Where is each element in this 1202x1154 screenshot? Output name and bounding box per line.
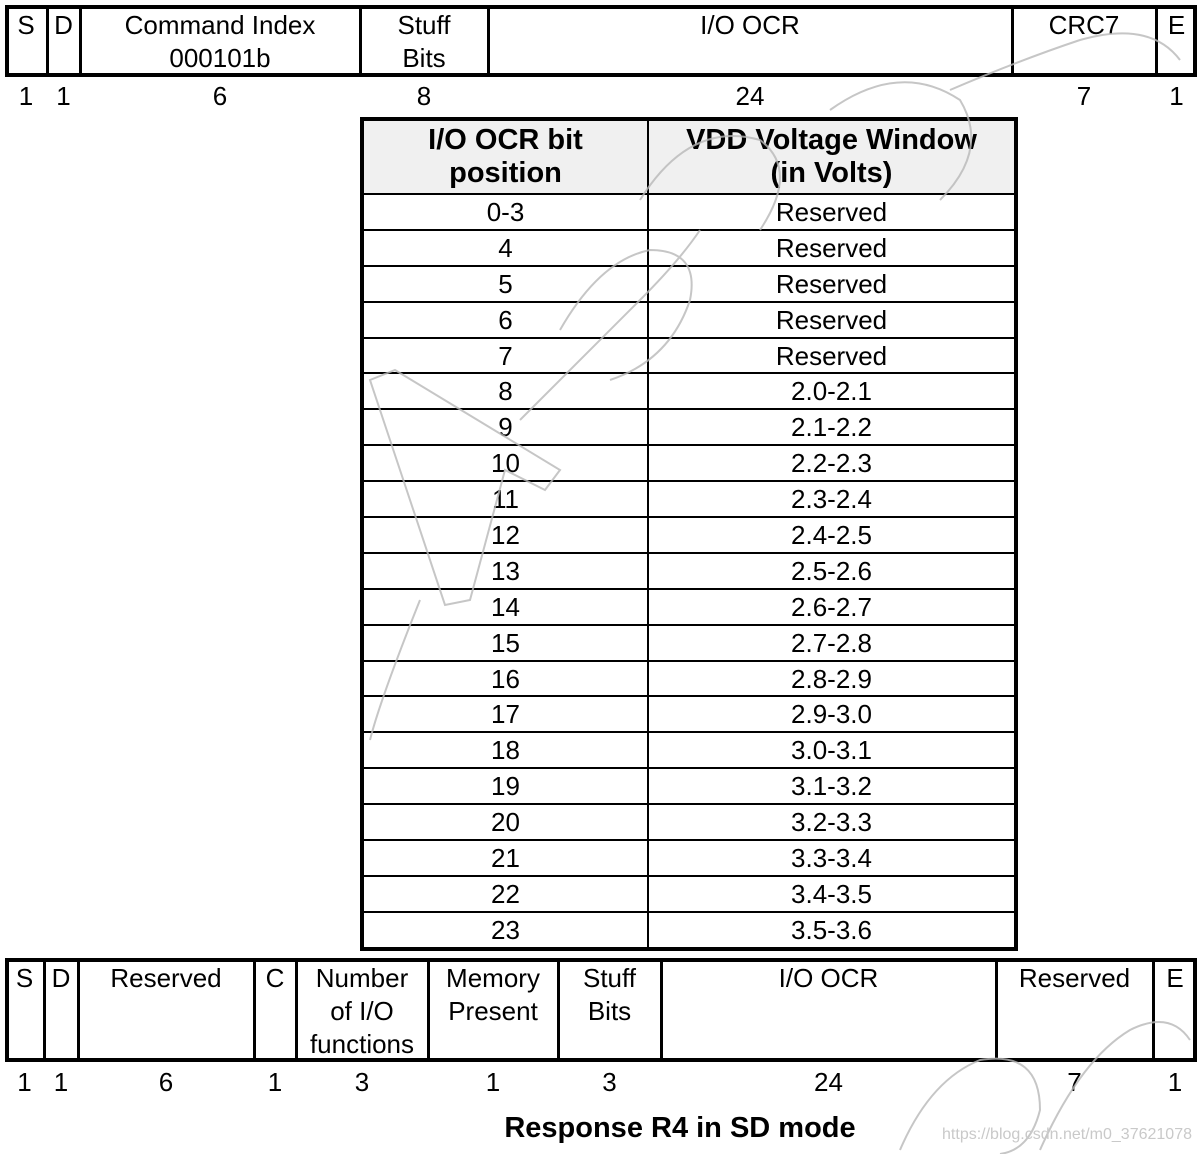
cmd5-field-label: CRC7 — [1048, 10, 1120, 40]
r4-field-width: 1 — [267, 1067, 283, 1097]
cmd5-field-width: 1 — [18, 81, 34, 111]
bit-position-cell: 14 — [363, 589, 648, 625]
voltage-window-cell: 2.2-2.3 — [648, 445, 1015, 481]
table-row — [363, 230, 1015, 266]
table-row — [363, 876, 1015, 912]
voltage-window-cell: Reserved — [648, 230, 1015, 266]
table-row — [363, 517, 1015, 553]
bit-position-cell: 17 — [363, 696, 648, 732]
table-row — [363, 589, 1015, 625]
bit-position-cell: 18 — [363, 732, 648, 768]
table-row — [363, 445, 1015, 481]
r4-field-width: 3 — [602, 1067, 617, 1097]
voltage-window-cell: 2.3-2.4 — [648, 481, 1015, 517]
bit-position-cell: 13 — [363, 553, 648, 589]
r4-field-label: Reserved — [110, 963, 222, 993]
table-header-row — [363, 120, 1015, 194]
bit-position-cell: 5 — [363, 266, 648, 302]
r4-field-width: 1 — [1167, 1067, 1183, 1097]
cmd5-field-width: 1 — [1169, 81, 1184, 111]
bit-position-cell: 12 — [363, 517, 648, 553]
voltage-window-cell: 2.0-2.1 — [648, 373, 1015, 409]
table-row — [363, 696, 1015, 732]
cmd5-field-label: Stuff Bits — [397, 10, 451, 73]
table-row — [363, 912, 1015, 948]
r4-field-width: 3 — [354, 1067, 370, 1097]
table-row — [363, 409, 1015, 445]
table-row — [363, 840, 1015, 876]
voltage-window-cell: 2.9-3.0 — [648, 696, 1015, 732]
bit-position-cell: 21 — [363, 840, 648, 876]
table-row — [363, 553, 1015, 589]
voltage-window-cell: 3.0-3.1 — [648, 732, 1015, 768]
cmd5-field-label: E — [1167, 10, 1186, 40]
bit-position-cell: 10 — [363, 445, 648, 481]
r4-field-width: 7 — [1067, 1067, 1082, 1097]
voltage-window-cell: 2.6-2.7 — [648, 589, 1015, 625]
r4-field-label: Number of I/O functions — [309, 963, 415, 1059]
table-row — [363, 373, 1015, 409]
header-vdd-window: VDD Voltage Window (in Volts) — [648, 120, 1015, 194]
r4-field-label: Memory Present — [446, 963, 540, 1026]
bit-position-cell: 15 — [363, 625, 648, 661]
voltage-window-cell: 3.3-3.4 — [648, 840, 1015, 876]
table-row — [363, 302, 1015, 338]
voltage-window-cell: 3.4-3.5 — [648, 876, 1015, 912]
voltage-window-cell: Reserved — [648, 266, 1015, 302]
header-bit-position: I/O OCR bit position — [363, 120, 648, 194]
cmd5-field-width: 6 — [212, 81, 228, 111]
cmd5-field-label: Command Index 000101b — [124, 10, 316, 73]
bit-position-cell: 23 — [363, 912, 648, 948]
table-row — [363, 266, 1015, 302]
bit-position-cell: 4 — [363, 230, 648, 266]
bit-position-cell: 8 — [363, 373, 648, 409]
r4-field-label: D — [51, 963, 71, 993]
bit-position-cell: 7 — [363, 338, 648, 374]
cmd5-field-width: 7 — [1076, 81, 1092, 111]
figure-caption: Response R4 in SD mode — [504, 1112, 856, 1144]
bit-position-cell: 6 — [363, 302, 648, 338]
r4-field-label: C — [265, 963, 285, 993]
cmd5-field-label: I/O OCR — [700, 10, 800, 40]
voltage-window-cell: 3.5-3.6 — [648, 912, 1015, 948]
bit-position-cell: 9 — [363, 409, 648, 445]
voltage-window-cell: 2.7-2.8 — [648, 625, 1015, 661]
cmd5-field-width: 8 — [416, 81, 432, 111]
r4-field-width: 1 — [53, 1067, 69, 1097]
r4-field-label: E — [1166, 963, 1184, 993]
table-row — [363, 732, 1015, 768]
r4-field-width: 1 — [17, 1067, 32, 1097]
bit-position-cell: 20 — [363, 804, 648, 840]
bit-position-cell: 16 — [363, 661, 648, 697]
voltage-window-cell: 2.1-2.2 — [648, 409, 1015, 445]
cmd5-field-width: 24 — [735, 81, 765, 111]
voltage-window-cell: 2.4-2.5 — [648, 517, 1015, 553]
voltage-window-cell: Reserved — [648, 194, 1015, 230]
r4-field-label: Reserved — [1018, 963, 1131, 993]
table-row — [363, 661, 1015, 697]
bit-position-cell: 11 — [363, 481, 648, 517]
table-row — [363, 338, 1015, 374]
table-body — [363, 194, 1015, 948]
table-row — [363, 804, 1015, 840]
r4-field-label: Stuff Bits — [582, 963, 636, 1026]
table-row — [363, 481, 1015, 517]
voltage-window-cell: 2.5-2.6 — [648, 553, 1015, 589]
voltage-window-cell: Reserved — [648, 338, 1015, 374]
bit-position-cell: 19 — [363, 768, 648, 804]
voltage-window-cell: Reserved — [648, 302, 1015, 338]
watermark-url: https://blog.csdn.net/m0_37621078 — [942, 1126, 1192, 1143]
r4-field-width: 6 — [158, 1067, 174, 1097]
cmd5-field-width: 1 — [56, 81, 71, 111]
voltage-window-cell: 2.8-2.9 — [648, 661, 1015, 697]
r4-field-label: I/O OCR — [778, 963, 879, 993]
r4-field-label: S — [15, 963, 34, 993]
r4-field-width: 1 — [485, 1067, 501, 1097]
cmd5-field-label: D — [54, 10, 73, 40]
cmd5-field-label: S — [17, 10, 35, 40]
table-row — [363, 194, 1015, 230]
bit-position-cell: 22 — [363, 876, 648, 912]
table-row — [363, 768, 1015, 804]
bit-position-cell: 0-3 — [363, 194, 648, 230]
r4-field-width: 24 — [814, 1067, 843, 1097]
io-ocr-voltage-table — [362, 119, 1016, 949]
voltage-window-cell: 3.1-3.2 — [648, 768, 1015, 804]
table-row — [363, 625, 1015, 661]
voltage-window-cell: 3.2-3.3 — [648, 804, 1015, 840]
